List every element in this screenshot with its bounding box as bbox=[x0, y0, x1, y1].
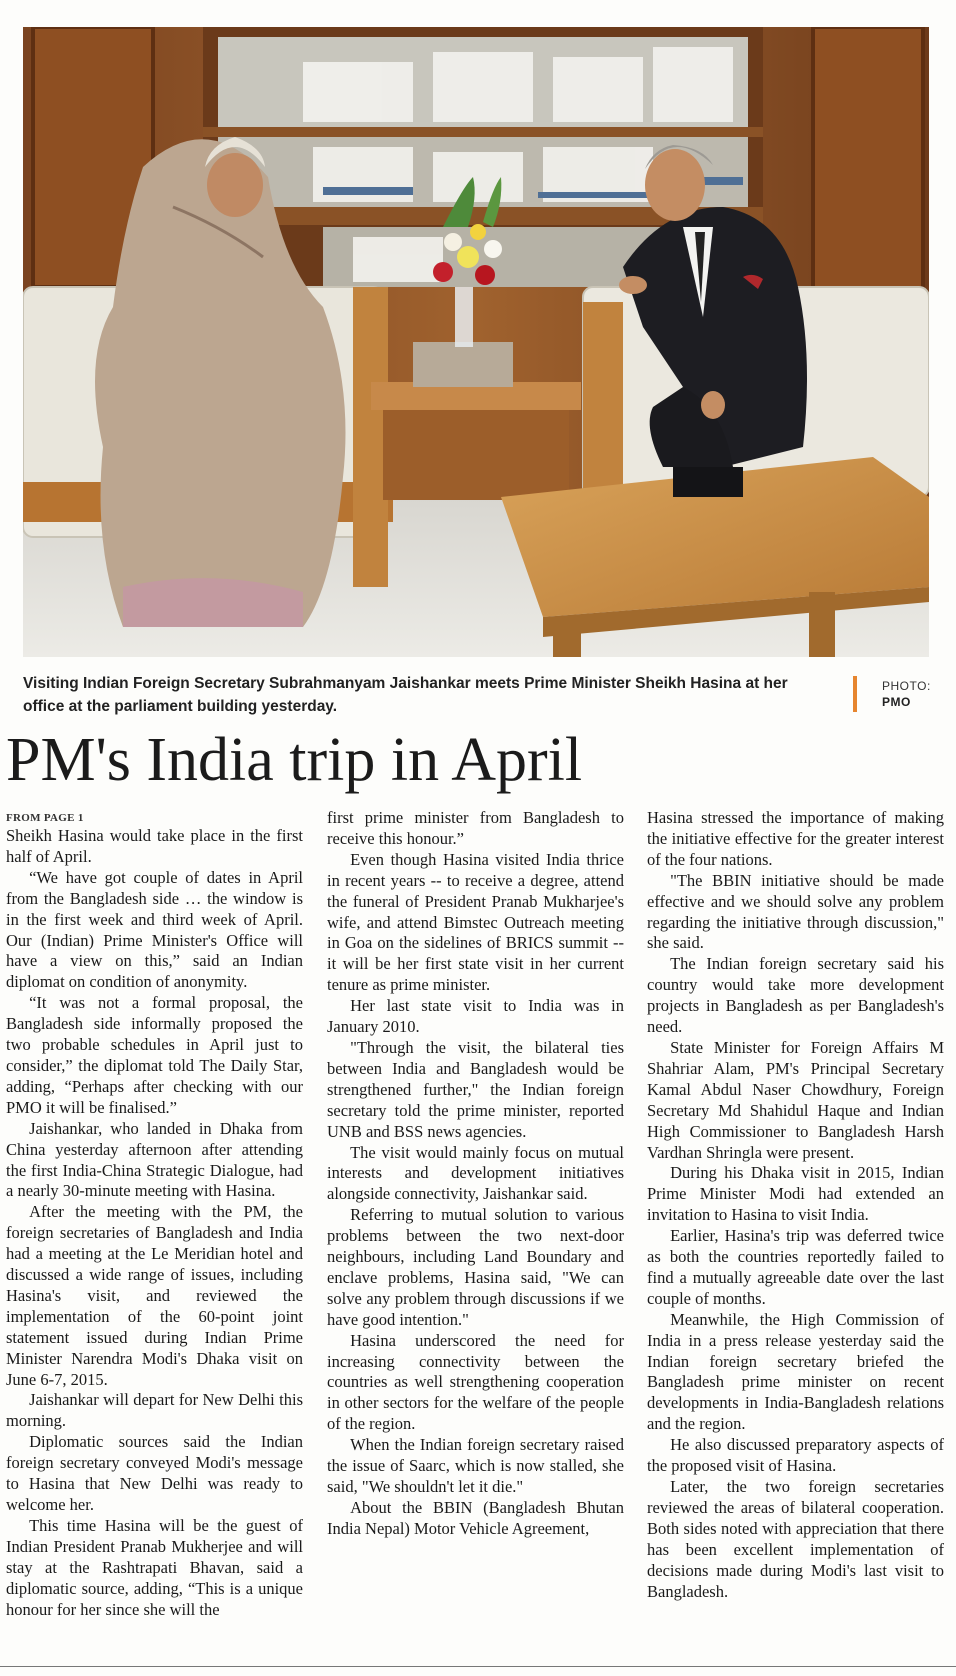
photo-credit-label: PHOTO: bbox=[882, 679, 931, 693]
bottom-rule bbox=[0, 1666, 956, 1667]
article-paragraph: Hasina stressed the importance of making the initiative effective for the greater interest of the four nations. bbox=[647, 808, 944, 869]
article-paragraph: The Indian foreign secretary said his country would take more development projects in Bangladesh as per Bangladesh's need. bbox=[647, 954, 944, 1037]
article-paragraph: “It was not a formal proposal, the Bangladesh side informally proposed the two probable schedules in April just to consider,” the diplomat told The Daily Star, adding, “Perhaps after checking with our PMO it will be finalised.” bbox=[6, 993, 303, 1117]
photo-illustration bbox=[23, 27, 929, 657]
article-paragraph: Even though Hasina visited India thrice in recent years -- to receive a degree, attend the funeral of President Pranab Mukharjee's wife, and attend Bimstec Outreach meeting in Goa on the sidelines of BRICS summit -- it will be her first state visit in her current tenure as prime minister. bbox=[327, 849, 624, 995]
photo-credit bbox=[882, 678, 931, 710]
article-paragraph: Sheikh Hasina would take place in the first half of April. bbox=[6, 826, 303, 866]
article-paragraph: Referring to mutual solution to various problems between the two next-door neighbours, including Land Boundary and enclave problems, Hasina said, "We can solve any problem through discussions if we have good intention." bbox=[327, 1205, 624, 1329]
article-paragraph: “We have got couple of dates in April from the Bangladesh side … the window is in the first week and third week of April. Our (Indian) Prime Minister's Office will have a view on this,” said an Indian diplomat on condition of anonymity. bbox=[6, 867, 303, 992]
article-paragraph: Jaishankar, who landed in Dhaka from China yesterday afternoon after attending the first India-China Strategic Dialogue, had a nearly 30-minute meeting with Hasina. bbox=[6, 1118, 303, 1201]
photo-caption: Visiting Indian Foreign Secretary Subrahmanyam Jaishankar meets Prime Minister Sheikh Hasina at her office at the parliament building yesterday. bbox=[23, 675, 788, 715]
article-paragraph: The visit would mainly focus on mutual interests and development initiatives alongside connectivity, Jaishankar said. bbox=[327, 1142, 624, 1204]
article-paragraph: During his Dhaka visit in 2015, Indian Prime Minister Modi had extended an invitation to Hasina to visit India. bbox=[647, 1163, 944, 1225]
article-paragraph: When the Indian foreign secretary raised the issue of Saarc, which is now stalled, she said, "We shouldn't let it die." bbox=[327, 1435, 624, 1496]
article-paragraph: About the BBIN (Bangladesh Bhutan India Nepal) Motor Vehicle Agreement, bbox=[327, 1497, 624, 1538]
photo-credit-source: PMO bbox=[882, 695, 911, 709]
news-photo bbox=[23, 27, 929, 657]
credit-accent-bar bbox=[853, 676, 857, 712]
article-paragraph: "Through the visit, the bilateral ties between India and Bangladesh would be strengthened further," the Indian foreign secretary told the prime minister, reported UNB and BSS news agencies. bbox=[327, 1037, 624, 1141]
article-paragraph: Later, the two foreign secretaries reviewed the areas of bilateral cooperation. Both sides noted with appreciation that there has been excellent implementation of decisions made during Modi's last visit to Bangladesh. bbox=[647, 1477, 944, 1601]
article-column-3 bbox=[647, 808, 944, 1602]
article-paragraph: Jaishankar will depart for New Delhi this morning. bbox=[6, 1390, 303, 1431]
article-paragraph: Diplomatic sources said the Indian foreign secretary conveyed Modi's message to Hasina that New Delhi was ready to welcome her. bbox=[6, 1432, 303, 1514]
article-paragraph: After the meeting with the PM, the foreign secretaries of Bangladesh and India had a meeting at the Le Meridian hotel and discussed a wide range of issues, including Hasina's visit, and reviewed the implementation of the 60-point joint statement issued during Indian Prime Minister Narendra Modi's Dhaka visit on June 6-7, 2015. bbox=[6, 1202, 303, 1389]
article-paragraph: "The BBIN initiative should be made effective and we should solve any problem regarding the initiative through discussion," she said. bbox=[647, 870, 944, 953]
continuation-kicker: FROM PAGE 1 bbox=[6, 812, 84, 824]
article-paragraph: This time Hasina will be the guest of Indian President Pranab Mukherjee and will stay at the Rashtrapati Bhavan, said a diplomatic source, adding, “This is a unique honour for her since she will the bbox=[6, 1515, 303, 1619]
article-paragraph: He also discussed preparatory aspects of the proposed visit of Hasina. bbox=[647, 1435, 944, 1476]
article-column-1 bbox=[6, 826, 303, 1620]
article-headline: PM's India trip in April bbox=[6, 726, 583, 794]
article-paragraph: first prime minister from Bangladesh to receive this honour.” bbox=[327, 808, 624, 848]
article-paragraph: Hasina underscored the need for increasing connectivity between the countries as well strengthening cooperation in other sectors for the welfare of the people of the region. bbox=[327, 1330, 624, 1434]
article-paragraph: Her last state visit to India was in January 2010. bbox=[327, 996, 624, 1037]
article-paragraph: State Minister for Foreign Affairs M Shahriar Alam, PM's Principal Secretary Kamal Abdul Naser Chowdhury, Foreign Secretary Md Shahidul Haque and Indian High Commissioner to Bangladesh Harsh Vardhan Shringla were present. bbox=[647, 1037, 944, 1162]
article-column-2 bbox=[327, 808, 624, 1540]
article-paragraph: Earlier, Hasina's trip was deferred twice as both the countries reportedly failed to find a mutually agreeable date over the last couple of months. bbox=[647, 1226, 944, 1308]
article-paragraph: Meanwhile, the High Commission of India in a press release yesterday said the Indian foreign secretary briefed the Bangladesh prime minister on recent developments in India-Bangladesh relations and the region. bbox=[647, 1309, 944, 1434]
